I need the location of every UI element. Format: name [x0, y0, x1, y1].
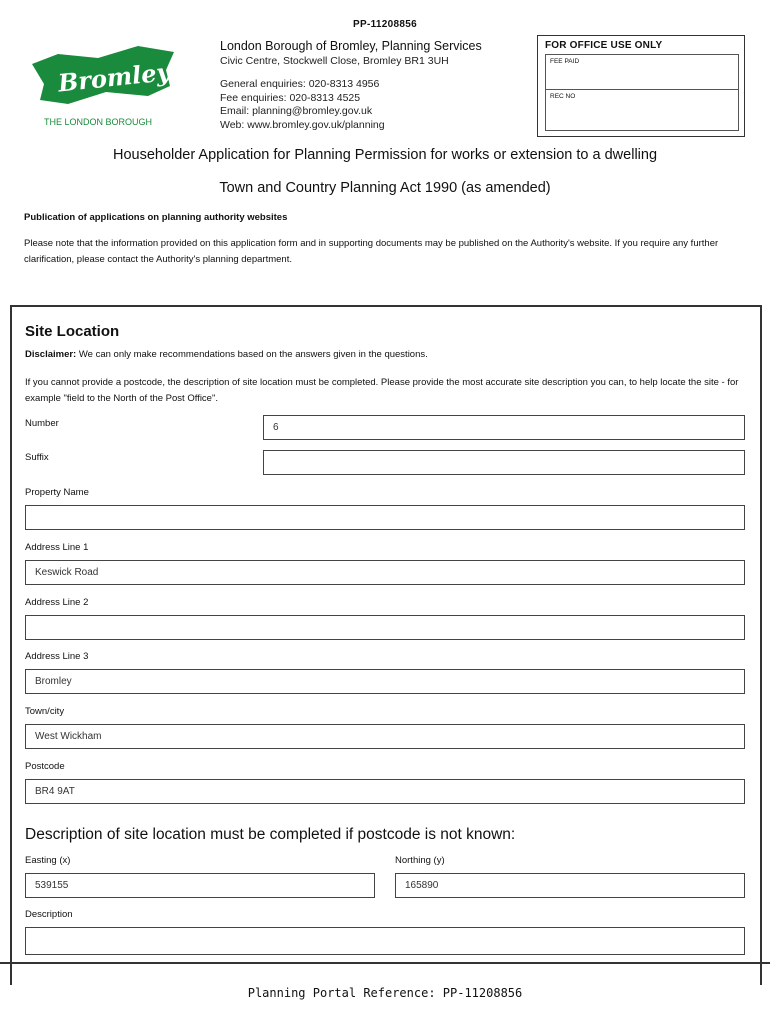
- address-line-1-label: Address Line 1: [25, 542, 89, 553]
- suffix-label: Suffix: [25, 452, 49, 463]
- address-line-2-field[interactable]: [25, 615, 745, 640]
- general-enquiries: General enquiries: 020-8313 4956: [220, 78, 380, 90]
- easting-label: Easting (x): [25, 855, 71, 866]
- northing-field[interactable]: 165890: [395, 873, 745, 898]
- logo-caption: THE LONDON BOROUGH: [44, 117, 153, 127]
- svg-text:Bromley: Bromley: [56, 57, 172, 98]
- address-line-3-field[interactable]: Bromley: [25, 669, 745, 694]
- address-line-2-label: Address Line 2: [25, 597, 89, 608]
- footer-reference: Planning Portal Reference: PP-11208856: [247, 986, 523, 1000]
- council-web: Web: www.bromley.gov.uk/planning: [220, 118, 385, 131]
- suffix-field[interactable]: [263, 450, 745, 475]
- rec-no-box: REC NO: [545, 89, 739, 131]
- description-label: Description: [25, 909, 73, 920]
- form-subtitle: Town and Country Planning Act 1990 (as amended): [219, 180, 551, 196]
- postcode-note: If you cannot provide a postcode, the description of site location must be completed. Please provide the most accurate site description you can, to help locate the site - for example "field to the North of the Post Office".: [25, 377, 739, 404]
- easting-field[interactable]: 539155: [25, 873, 375, 898]
- town-field[interactable]: West Wickham: [25, 724, 745, 749]
- fee-paid-box: FEE PAID: [545, 54, 739, 90]
- town-label: Town/city: [25, 706, 65, 717]
- northing-label: Northing (y): [395, 855, 445, 866]
- postcode-field[interactable]: BR4 9AT: [25, 779, 745, 804]
- council-email: Email: planning@bromley.gov.uk: [220, 105, 373, 117]
- office-use-header: FOR OFFICE USE ONLY: [545, 40, 663, 51]
- bromley-logo: [28, 40, 178, 132]
- council-contact: [220, 40, 482, 132]
- publication-heading: Publication of applications on planning authority websites: [24, 212, 288, 223]
- property-name-field[interactable]: [25, 505, 745, 530]
- postcode-label: Postcode: [25, 761, 65, 772]
- description-field[interactable]: [25, 927, 745, 955]
- property-name-label: Property Name: [25, 487, 89, 498]
- disclaimer: Disclaimer: We can only make recommendations based on the answers given in the questions.: [25, 349, 428, 360]
- address-line-3-label: Address Line 3: [25, 651, 89, 662]
- office-use-box: [537, 35, 745, 137]
- council-address: Civic Centre, Stockwell Close, Bromley BR1 3UH: [220, 54, 449, 67]
- reference-number: PP-11208856: [353, 19, 417, 30]
- council-name: London Borough of Bromley, Planning Services: [220, 39, 482, 53]
- description-heading: Description of site location must be completed if postcode is not known:: [25, 826, 516, 843]
- fee-enquiries: Fee enquiries: 020-8313 4525: [220, 91, 361, 104]
- form-title: Householder Application for Planning Permission for works or extension to a dwelling: [112, 147, 658, 163]
- section-title: Site Location: [25, 323, 120, 340]
- page-divider: [0, 962, 770, 964]
- number-field[interactable]: 6: [263, 415, 745, 440]
- publication-text: Please note that the information provided on this application form and in supporting documents may be published on the Authority's website. If you require any further clarification, please contact the Authority's planning department.: [24, 238, 719, 265]
- address-line-1-field[interactable]: Keswick Road: [25, 560, 745, 585]
- number-label: Number: [25, 418, 59, 429]
